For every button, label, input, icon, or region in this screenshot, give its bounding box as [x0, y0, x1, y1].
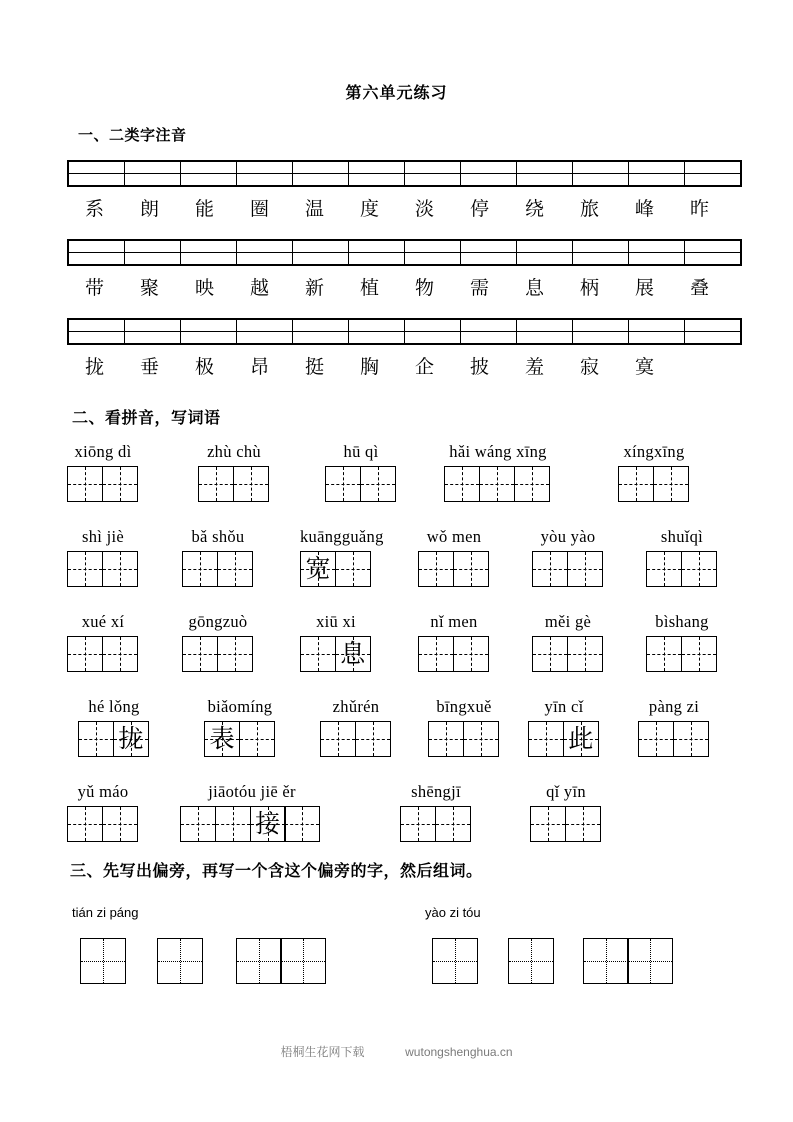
hanzi-character: 带: [84, 278, 104, 299]
tianzige-cell[interactable]: [180, 806, 216, 842]
pinyin-entry-cell[interactable]: [125, 240, 181, 253]
prefilled-character: 息: [340, 640, 366, 668]
pinyin-entry-cell[interactable]: [181, 174, 237, 187]
pinyin-label: jiāotóu jiē ěr: [208, 782, 296, 801]
pinyin-write-row: [0, 441, 793, 523]
tianzige-cell[interactable]: [563, 721, 599, 757]
pinyin-entry-cell[interactable]: [125, 319, 181, 332]
hanzi-character: 旅: [579, 199, 599, 220]
tianzige-cell[interactable]: [508, 938, 554, 984]
prefilled-character: 拢: [118, 725, 144, 753]
pinyin-entry-cell[interactable]: [461, 240, 517, 253]
pinyin-entry-cell[interactable]: [685, 174, 742, 187]
tianzige-group: [530, 806, 602, 842]
word-slot: [198, 441, 270, 502]
tianzige-cell[interactable]: [102, 806, 138, 842]
tianzige-group: [300, 551, 372, 587]
tianzige-cell[interactable]: [583, 938, 629, 984]
word-slot: [530, 781, 602, 842]
tianzige-cell[interactable]: [215, 806, 251, 842]
pinyin-label: kuāngguǎng: [300, 527, 384, 546]
tianzige-group: [532, 551, 604, 587]
hanzi-character: 企: [414, 357, 434, 378]
table-row: [68, 332, 741, 345]
pinyin-entry-cell[interactable]: [629, 174, 685, 187]
tianzige-cell[interactable]: [360, 466, 396, 502]
tianzige-group: [418, 551, 490, 587]
hanzi-character: 叠: [689, 278, 709, 299]
hanzi-character: 淡: [414, 199, 434, 220]
pinyin-label: hū qì: [343, 442, 379, 461]
word-slot: [532, 611, 604, 672]
pinyin-label: yǔ máo: [77, 782, 129, 801]
page-title: 第六单元练习: [345, 85, 448, 102]
radical-answer-group: [157, 938, 203, 984]
word-slot: [528, 696, 600, 757]
hanzi-character: 柄: [579, 278, 599, 299]
tianzige-group: [204, 721, 276, 757]
tianzige-cell[interactable]: [250, 806, 286, 842]
radical-answer-group: [80, 938, 126, 984]
pinyin-entry-cell[interactable]: [237, 253, 293, 266]
pinyin-entry-cell[interactable]: [685, 319, 742, 332]
pinyin-entry-cell[interactable]: [349, 240, 405, 253]
tianzige-cell[interactable]: [102, 636, 138, 672]
table-row: [68, 174, 741, 187]
pinyin-label: xiū xi: [316, 612, 356, 631]
word-slot: [180, 781, 324, 842]
word-slot: [204, 696, 276, 757]
pinyin-entry-cell[interactable]: [629, 332, 685, 345]
tianzige-cell[interactable]: [418, 551, 454, 587]
hanzi-character: 绕: [524, 199, 544, 220]
tianzige-group: [300, 636, 372, 672]
pinyin-entry-cell[interactable]: [68, 240, 125, 253]
pinyin-label: yòu yào: [540, 527, 596, 546]
tianzige-cell[interactable]: [355, 721, 391, 757]
pinyin-entry-cell[interactable]: [237, 319, 293, 332]
pinyin-entry-cell[interactable]: [181, 240, 237, 253]
pinyin-entry-cell[interactable]: [405, 319, 461, 332]
tianzige-cell[interactable]: [646, 551, 682, 587]
tianzige-cell[interactable]: [204, 721, 240, 757]
word-slot: [78, 696, 150, 757]
tianzige-cell[interactable]: [284, 806, 320, 842]
tianzige-cell[interactable]: [300, 636, 336, 672]
radical-answer-group: [583, 938, 673, 984]
tianzige-group: [532, 636, 604, 672]
hanzi-character: 披: [469, 357, 489, 378]
radical-name-label: tián zi páng: [72, 905, 139, 920]
pinyin-entry-cell[interactable]: [685, 240, 742, 253]
pinyin-entry-cell[interactable]: [517, 253, 573, 266]
tianzige-cell[interactable]: [567, 551, 603, 587]
tianzige-cell[interactable]: [217, 551, 253, 587]
tianzige-cell[interactable]: [102, 466, 138, 502]
hanzi-character: 挺: [304, 357, 324, 378]
pinyin-entry-table: [67, 239, 742, 266]
pinyin-entry-cell[interactable]: [237, 332, 293, 345]
pinyin-entry-cell[interactable]: [629, 240, 685, 253]
pinyin-entry-cell[interactable]: [237, 240, 293, 253]
pinyin-label: qǐ yīn: [546, 782, 586, 801]
pinyin-entry-cell[interactable]: [349, 253, 405, 266]
tianzige-cell[interactable]: [320, 721, 356, 757]
tianzige-cell[interactable]: [80, 938, 126, 984]
tianzige-cell[interactable]: [673, 721, 709, 757]
tianzige-cell[interactable]: [217, 636, 253, 672]
word-slot: [320, 696, 392, 757]
hanzi-character: 温: [304, 199, 324, 220]
tianzige-cell[interactable]: [400, 806, 436, 842]
tianzige-group: [638, 721, 710, 757]
hanzi-character: 系: [84, 199, 104, 220]
pinyin-entry-cell[interactable]: [573, 319, 629, 332]
tianzige-cell[interactable]: [435, 806, 471, 842]
radical-name-label: yào zi tóu: [425, 905, 481, 920]
tianzige-cell[interactable]: [418, 636, 454, 672]
word-slot: [532, 526, 604, 587]
pinyin-label: xiōng dì: [74, 442, 132, 461]
pinyin-entry-cell[interactable]: [181, 332, 237, 345]
pinyin-entry-cell[interactable]: [461, 319, 517, 332]
pinyin-entry-cell[interactable]: [629, 253, 685, 266]
tianzige-cell[interactable]: [444, 466, 480, 502]
pinyin-label: bìshang: [655, 612, 709, 631]
hanzi-character: 越: [249, 278, 269, 299]
hanzi-character: 峰: [634, 199, 654, 220]
hanzi-character: 停: [469, 199, 489, 220]
pinyin-label: shuǐqì: [660, 527, 704, 546]
word-slot: [646, 611, 718, 672]
word-slot: [182, 526, 254, 587]
tianzige-cell[interactable]: [113, 721, 149, 757]
tianzige-cell[interactable]: [233, 466, 269, 502]
tianzige-group: [400, 806, 472, 842]
character-row: [67, 356, 727, 380]
pinyin-entry-cell[interactable]: [293, 332, 349, 345]
word-slot: [300, 611, 372, 672]
tianzige-cell[interactable]: [67, 466, 103, 502]
hanzi-character: 需: [469, 278, 489, 299]
word-slot: [444, 441, 552, 502]
word-slot: [300, 526, 384, 587]
hanzi-character: 拢: [84, 357, 104, 378]
hanzi-character: 映: [194, 278, 214, 299]
radical-answer-group: [236, 938, 326, 984]
pinyin-entry-cell[interactable]: [293, 240, 349, 253]
pinyin-label: shì jiè: [82, 527, 124, 546]
tianzige-cell[interactable]: [532, 636, 568, 672]
tianzige-cell[interactable]: [182, 636, 218, 672]
table-row: [68, 161, 741, 174]
tianzige-cell[interactable]: [453, 551, 489, 587]
tianzige-group: [428, 721, 500, 757]
pinyin-entry-cell[interactable]: [125, 253, 181, 266]
pinyin-entry-cell[interactable]: [181, 319, 237, 332]
pinyin-label: biǎomíng: [207, 697, 273, 716]
pinyin-label: xíngxīng: [623, 442, 685, 461]
tianzige-cell[interactable]: [67, 806, 103, 842]
table-row: [68, 240, 741, 253]
tianzige-group: [646, 636, 718, 672]
tianzige-cell[interactable]: [78, 721, 114, 757]
tianzige-group: [78, 721, 150, 757]
pinyin-entry-cell[interactable]: [237, 174, 293, 187]
word-slot: [418, 526, 490, 587]
hanzi-character: 新: [304, 278, 324, 299]
pinyin-entry-cell[interactable]: [573, 253, 629, 266]
word-slot: [618, 441, 690, 502]
pinyin-entry-cell[interactable]: [461, 332, 517, 345]
hanzi-character: 极: [194, 357, 214, 378]
pinyin-entry-cell[interactable]: [349, 319, 405, 332]
pinyin-entry-cell[interactable]: [237, 161, 293, 174]
tianzige-cell[interactable]: [432, 938, 478, 984]
word-slot: [67, 611, 139, 672]
tianzige-cell[interactable]: [325, 466, 361, 502]
tianzige-group: [528, 721, 600, 757]
tianzige-cell[interactable]: [102, 551, 138, 587]
pinyin-entry-cell[interactable]: [461, 174, 517, 187]
section-3-heading: 三、先写出偏旁，再写一个含这个偏旁的字，然后组词。: [70, 863, 483, 880]
hanzi-character: 胸: [359, 357, 379, 378]
hanzi-character: 息: [524, 278, 544, 299]
pinyin-label: shēngjī: [411, 782, 461, 801]
pinyin-entry-cell[interactable]: [68, 332, 125, 345]
pinyin-label: yīn cǐ: [544, 697, 584, 716]
pinyin-entry-cell[interactable]: [461, 253, 517, 266]
tianzige-cell[interactable]: [567, 636, 603, 672]
prefilled-character: 表: [209, 725, 235, 753]
pinyin-entry-cell[interactable]: [125, 161, 181, 174]
radical-answer-group: [508, 938, 554, 984]
hanzi-character: 度: [359, 199, 379, 220]
tianzige-group: [67, 551, 139, 587]
pinyin-write-row: [0, 611, 793, 693]
tianzige-cell[interactable]: [681, 551, 717, 587]
prefilled-character: 宽: [305, 555, 331, 583]
section-2-heading: 二、看拼音，写词语: [72, 410, 221, 427]
pinyin-entry-cell[interactable]: [573, 240, 629, 253]
pinyin-label: bǎ shǒu: [191, 527, 245, 546]
tianzige-cell[interactable]: [646, 636, 682, 672]
pinyin-entry-cell[interactable]: [629, 161, 685, 174]
pinyin-label: zhù chù: [207, 442, 261, 461]
word-slot: [67, 526, 139, 587]
pinyin-label: nǐ men: [430, 612, 478, 631]
tianzige-group: [325, 466, 397, 502]
tianzige-group: [182, 636, 254, 672]
pinyin-entry-cell[interactable]: [517, 161, 573, 174]
tianzige-cell[interactable]: [67, 636, 103, 672]
pinyin-label: gōngzuò: [188, 612, 248, 631]
tianzige-cell[interactable]: [653, 466, 689, 502]
tianzige-cell[interactable]: [198, 466, 234, 502]
pinyin-entry-cell[interactable]: [517, 174, 573, 187]
character-row: [67, 198, 727, 222]
pinyin-entry-cell[interactable]: [461, 161, 517, 174]
tianzige-cell[interactable]: [236, 938, 282, 984]
word-slot: [400, 781, 472, 842]
pinyin-entry-cell[interactable]: [293, 253, 349, 266]
pinyin-label: hé lǒng: [88, 697, 140, 716]
pinyin-entry-cell[interactable]: [293, 161, 349, 174]
tianzige-cell[interactable]: [157, 938, 203, 984]
tianzige-group: [180, 806, 324, 842]
pinyin-label: hǎi wáng xīng: [449, 442, 547, 461]
tianzige-group: [418, 636, 490, 672]
tianzige-cell[interactable]: [479, 466, 515, 502]
tianzige-cell[interactable]: [528, 721, 564, 757]
hanzi-character: 物: [414, 278, 434, 299]
hanzi-character: 羞: [524, 357, 544, 378]
tianzige-group: [67, 806, 139, 842]
pinyin-entry-cell[interactable]: [517, 319, 573, 332]
hanzi-character: 昂: [249, 357, 269, 378]
tianzige-cell[interactable]: [280, 938, 326, 984]
pinyin-write-row: [0, 526, 793, 608]
pinyin-label: bīngxuě: [436, 697, 492, 716]
pinyin-entry-cell[interactable]: [405, 174, 461, 187]
tianzige-cell[interactable]: [514, 466, 550, 502]
pinyin-entry-cell[interactable]: [405, 332, 461, 345]
tianzige-cell[interactable]: [300, 551, 336, 587]
pinyin-entry-cell[interactable]: [349, 174, 405, 187]
tianzige-cell[interactable]: [530, 806, 566, 842]
pinyin-entry-cell[interactable]: [685, 253, 742, 266]
hanzi-character: 圈: [249, 199, 269, 220]
pinyin-entry-cell[interactable]: [181, 161, 237, 174]
pinyin-entry-cell[interactable]: [349, 332, 405, 345]
hanzi-character: 能: [194, 199, 214, 220]
pinyin-label: měi gè: [544, 612, 592, 631]
word-slot: [67, 441, 139, 502]
word-slot: [638, 696, 710, 757]
pinyin-entry-cell[interactable]: [685, 161, 742, 174]
hanzi-character: 寞: [634, 357, 654, 378]
tianzige-group: [444, 466, 552, 502]
pinyin-entry-cell[interactable]: [293, 319, 349, 332]
hanzi-character: 昨: [689, 199, 709, 220]
pinyin-entry-cell[interactable]: [125, 332, 181, 345]
tianzige-cell[interactable]: [182, 551, 218, 587]
tianzige-group: [646, 551, 718, 587]
tianzige-cell[interactable]: [618, 466, 654, 502]
hanzi-character: 植: [359, 278, 379, 299]
tianzige-group: [618, 466, 690, 502]
tianzige-cell[interactable]: [335, 551, 371, 587]
tianzige-cell[interactable]: [627, 938, 673, 984]
pinyin-label: zhǔrén: [332, 697, 380, 716]
word-slot: [428, 696, 500, 757]
tianzige-cell[interactable]: [335, 636, 371, 672]
pinyin-entry-cell[interactable]: [573, 174, 629, 187]
hanzi-character: 垂: [139, 357, 159, 378]
prefilled-character: 接: [255, 810, 281, 838]
word-slot: [325, 441, 397, 502]
pinyin-entry-cell[interactable]: [125, 174, 181, 187]
radical-answer-group: [432, 938, 478, 984]
pinyin-entry-cell[interactable]: [405, 253, 461, 266]
hanzi-character: 聚: [139, 278, 159, 299]
pinyin-entry-cell[interactable]: [517, 240, 573, 253]
tianzige-cell[interactable]: [463, 721, 499, 757]
tianzige-cell[interactable]: [565, 806, 601, 842]
tianzige-group: [67, 636, 139, 672]
pinyin-entry-cell[interactable]: [405, 240, 461, 253]
tianzige-cell[interactable]: [239, 721, 275, 757]
pinyin-write-row: [0, 696, 793, 778]
hanzi-character: 展: [634, 278, 654, 299]
tianzige-group: [198, 466, 270, 502]
hanzi-character: 寂: [579, 357, 599, 378]
tianzige-group: [67, 466, 139, 502]
tianzige-cell[interactable]: [67, 551, 103, 587]
tianzige-cell[interactable]: [681, 636, 717, 672]
tianzige-group: [320, 721, 392, 757]
pinyin-entry-cell[interactable]: [405, 161, 461, 174]
pinyin-entry-cell[interactable]: [293, 174, 349, 187]
pinyin-entry-table: [67, 160, 742, 187]
hanzi-character-empty: [672, 356, 727, 380]
pinyin-label: xué xí: [81, 612, 125, 631]
pinyin-entry-table: [67, 318, 742, 345]
tianzige-group: [182, 551, 254, 587]
word-slot: [646, 526, 718, 587]
pinyin-label: wǒ men: [426, 527, 482, 546]
tianzige-cell[interactable]: [532, 551, 568, 587]
word-slot: [182, 611, 254, 672]
pinyin-entry-cell[interactable]: [68, 319, 125, 332]
table-row: [68, 319, 741, 332]
prefilled-character: 此: [568, 725, 594, 753]
character-row: [67, 277, 727, 301]
tianzige-cell[interactable]: [428, 721, 464, 757]
table-row: [68, 253, 741, 266]
pinyin-entry-cell[interactable]: [573, 161, 629, 174]
hanzi-character: 朗: [139, 199, 159, 220]
word-slot: [67, 781, 139, 842]
pinyin-entry-cell[interactable]: [685, 332, 742, 345]
tianzige-cell[interactable]: [638, 721, 674, 757]
word-slot: [418, 611, 490, 672]
footer-site-name: 梧桐生花网下载: [280, 1045, 365, 1059]
tianzige-cell[interactable]: [453, 636, 489, 672]
pinyin-entry-cell[interactable]: [629, 319, 685, 332]
pinyin-entry-cell[interactable]: [573, 332, 629, 345]
pinyin-entry-cell[interactable]: [181, 253, 237, 266]
footer: [0, 1043, 793, 1060]
pinyin-entry-cell[interactable]: [517, 332, 573, 345]
section-1-heading: 一、二类字注音: [78, 127, 187, 144]
pinyin-entry-cell[interactable]: [349, 161, 405, 174]
pinyin-label: pàng zi: [648, 697, 700, 716]
pinyin-entry-cell[interactable]: [68, 161, 125, 174]
pinyin-entry-cell[interactable]: [68, 174, 125, 187]
pinyin-write-row: [0, 781, 793, 863]
pinyin-entry-cell[interactable]: [68, 253, 125, 266]
footer-url: wutongshenghua.cn: [405, 1045, 513, 1059]
